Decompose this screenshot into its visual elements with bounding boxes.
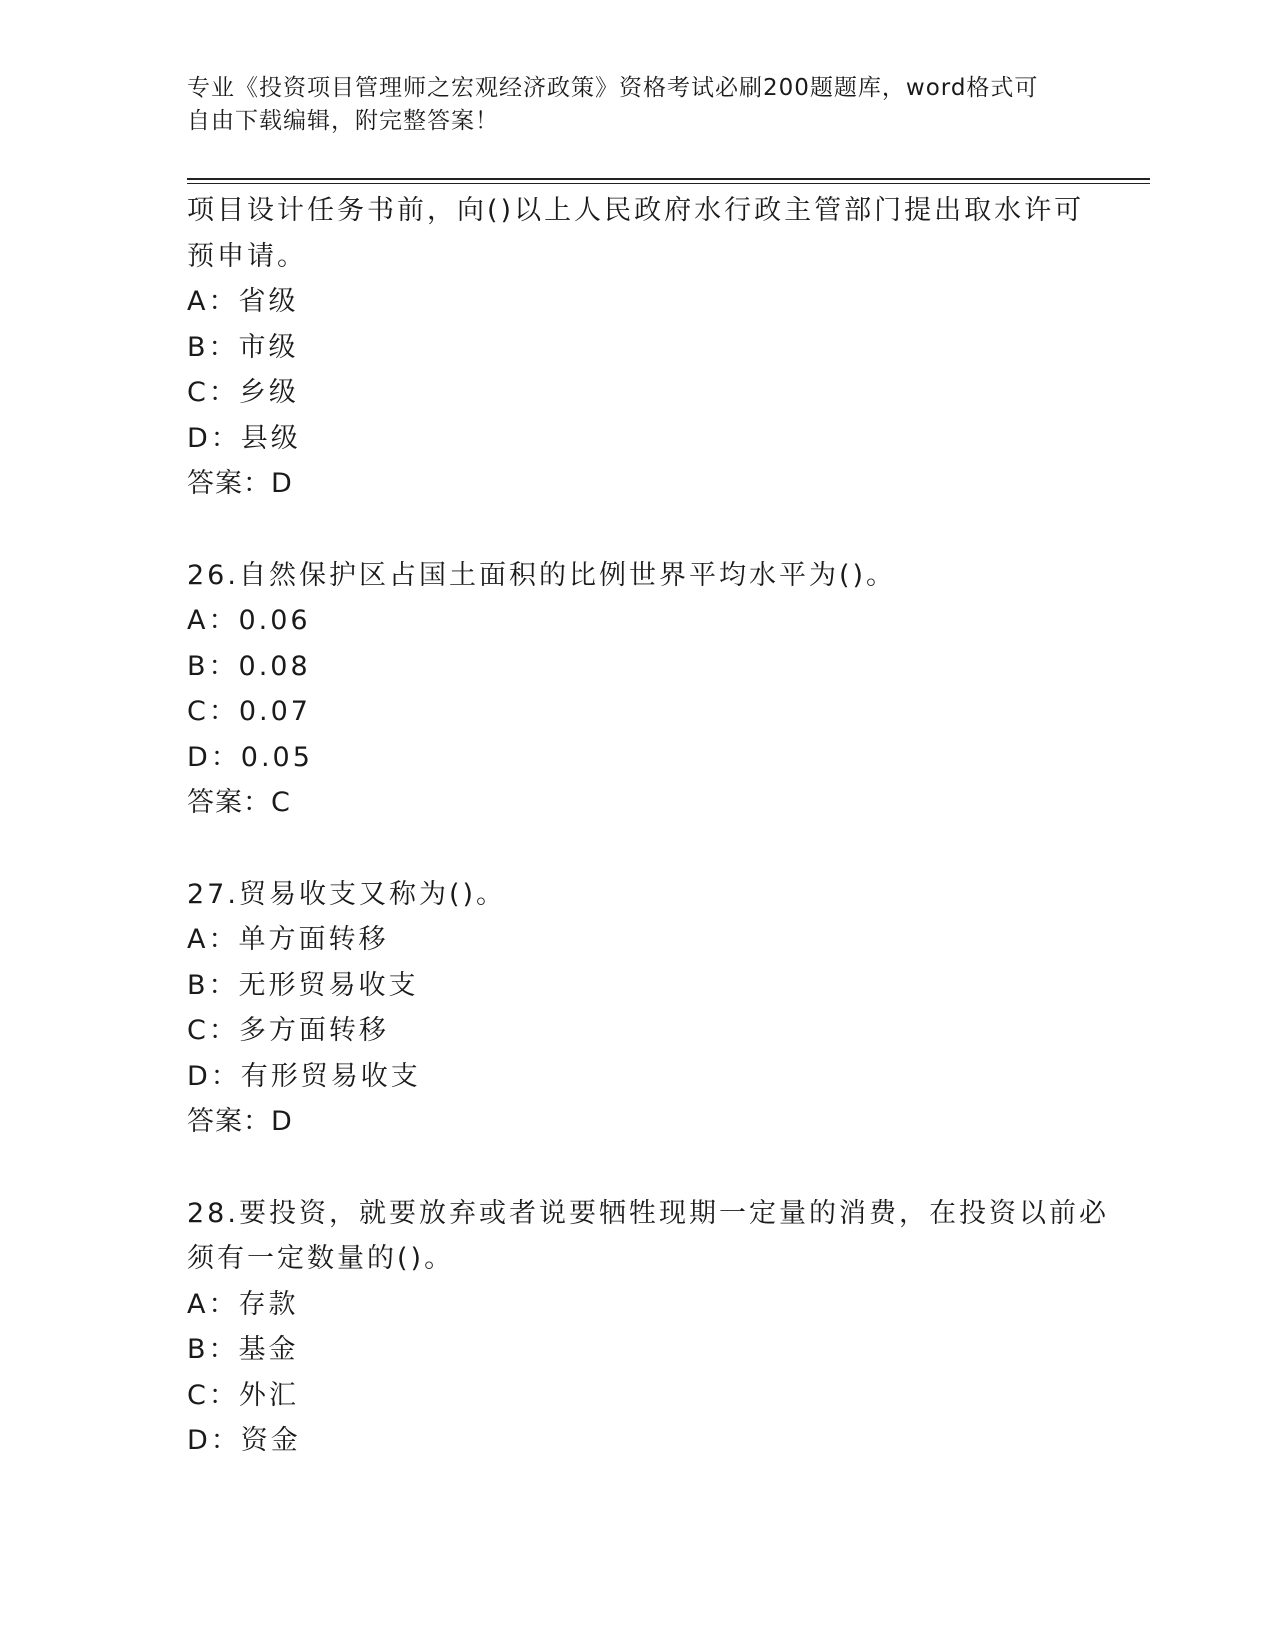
answer-line: 答案：C — [187, 787, 291, 818]
question-list — [187, 188, 1109, 1464]
header-divider-thin — [187, 183, 1150, 184]
question-block — [187, 188, 1087, 507]
spacer — [187, 1145, 1087, 1191]
option-b: B：基金 — [187, 1334, 299, 1365]
option-c: C：乡级 — [187, 377, 299, 408]
question-block — [187, 553, 1087, 826]
question-stem-line: 须有一定数量的()。 — [187, 1243, 455, 1274]
question-stem-line: 项目设计任务书前，向()以上人民政府水行政主管部门提出取水许可 — [187, 195, 1085, 226]
spacer — [187, 507, 1087, 553]
header-title-line-2: 自由下载编辑，附完整答案！ — [187, 108, 499, 134]
question-stem-line: 27.贸易收支又称为()。 — [187, 878, 507, 910]
option-c: C：外汇 — [187, 1379, 299, 1411]
document-header — [187, 72, 1067, 138]
option-c: C：0.07 — [187, 696, 311, 727]
option-d: D：0.05 — [187, 741, 313, 773]
option-a: A：存款 — [187, 1288, 299, 1320]
option-a: A：省级 — [187, 286, 299, 317]
spacer — [187, 826, 1087, 872]
option-b: B：0.08 — [187, 650, 311, 682]
option-c: C：多方面转移 — [187, 1015, 389, 1046]
question-stem-line: 28.要投资，就要放弃或者说要牺牲现期一定量的消费，在投资以前必 — [187, 1197, 1109, 1229]
option-a: A：0.06 — [187, 605, 311, 636]
question-block — [187, 872, 1087, 1145]
option-d: D：资金 — [187, 1425, 301, 1456]
answer-line: 答案：D — [187, 1106, 293, 1137]
header-title-line-1: 专业《投资项目管理师之宏观经济政策》资格考试必刷200题题库，word格式可 — [187, 75, 1039, 101]
option-b: B：市级 — [187, 331, 299, 363]
header-divider-thick — [187, 178, 1150, 180]
answer-line: 答案：D — [187, 468, 293, 499]
question-block — [187, 1191, 1109, 1464]
question-stem-line: 26.自然保护区占国土面积的比例世界平均水平为()。 — [187, 559, 897, 591]
option-a: A：单方面转移 — [187, 924, 389, 955]
question-stem-line: 预申请。 — [187, 240, 307, 272]
option-b: B：无形贸易收支 — [187, 969, 419, 1001]
option-d: D：县级 — [187, 422, 301, 454]
option-d: D：有形贸易收支 — [187, 1060, 421, 1092]
